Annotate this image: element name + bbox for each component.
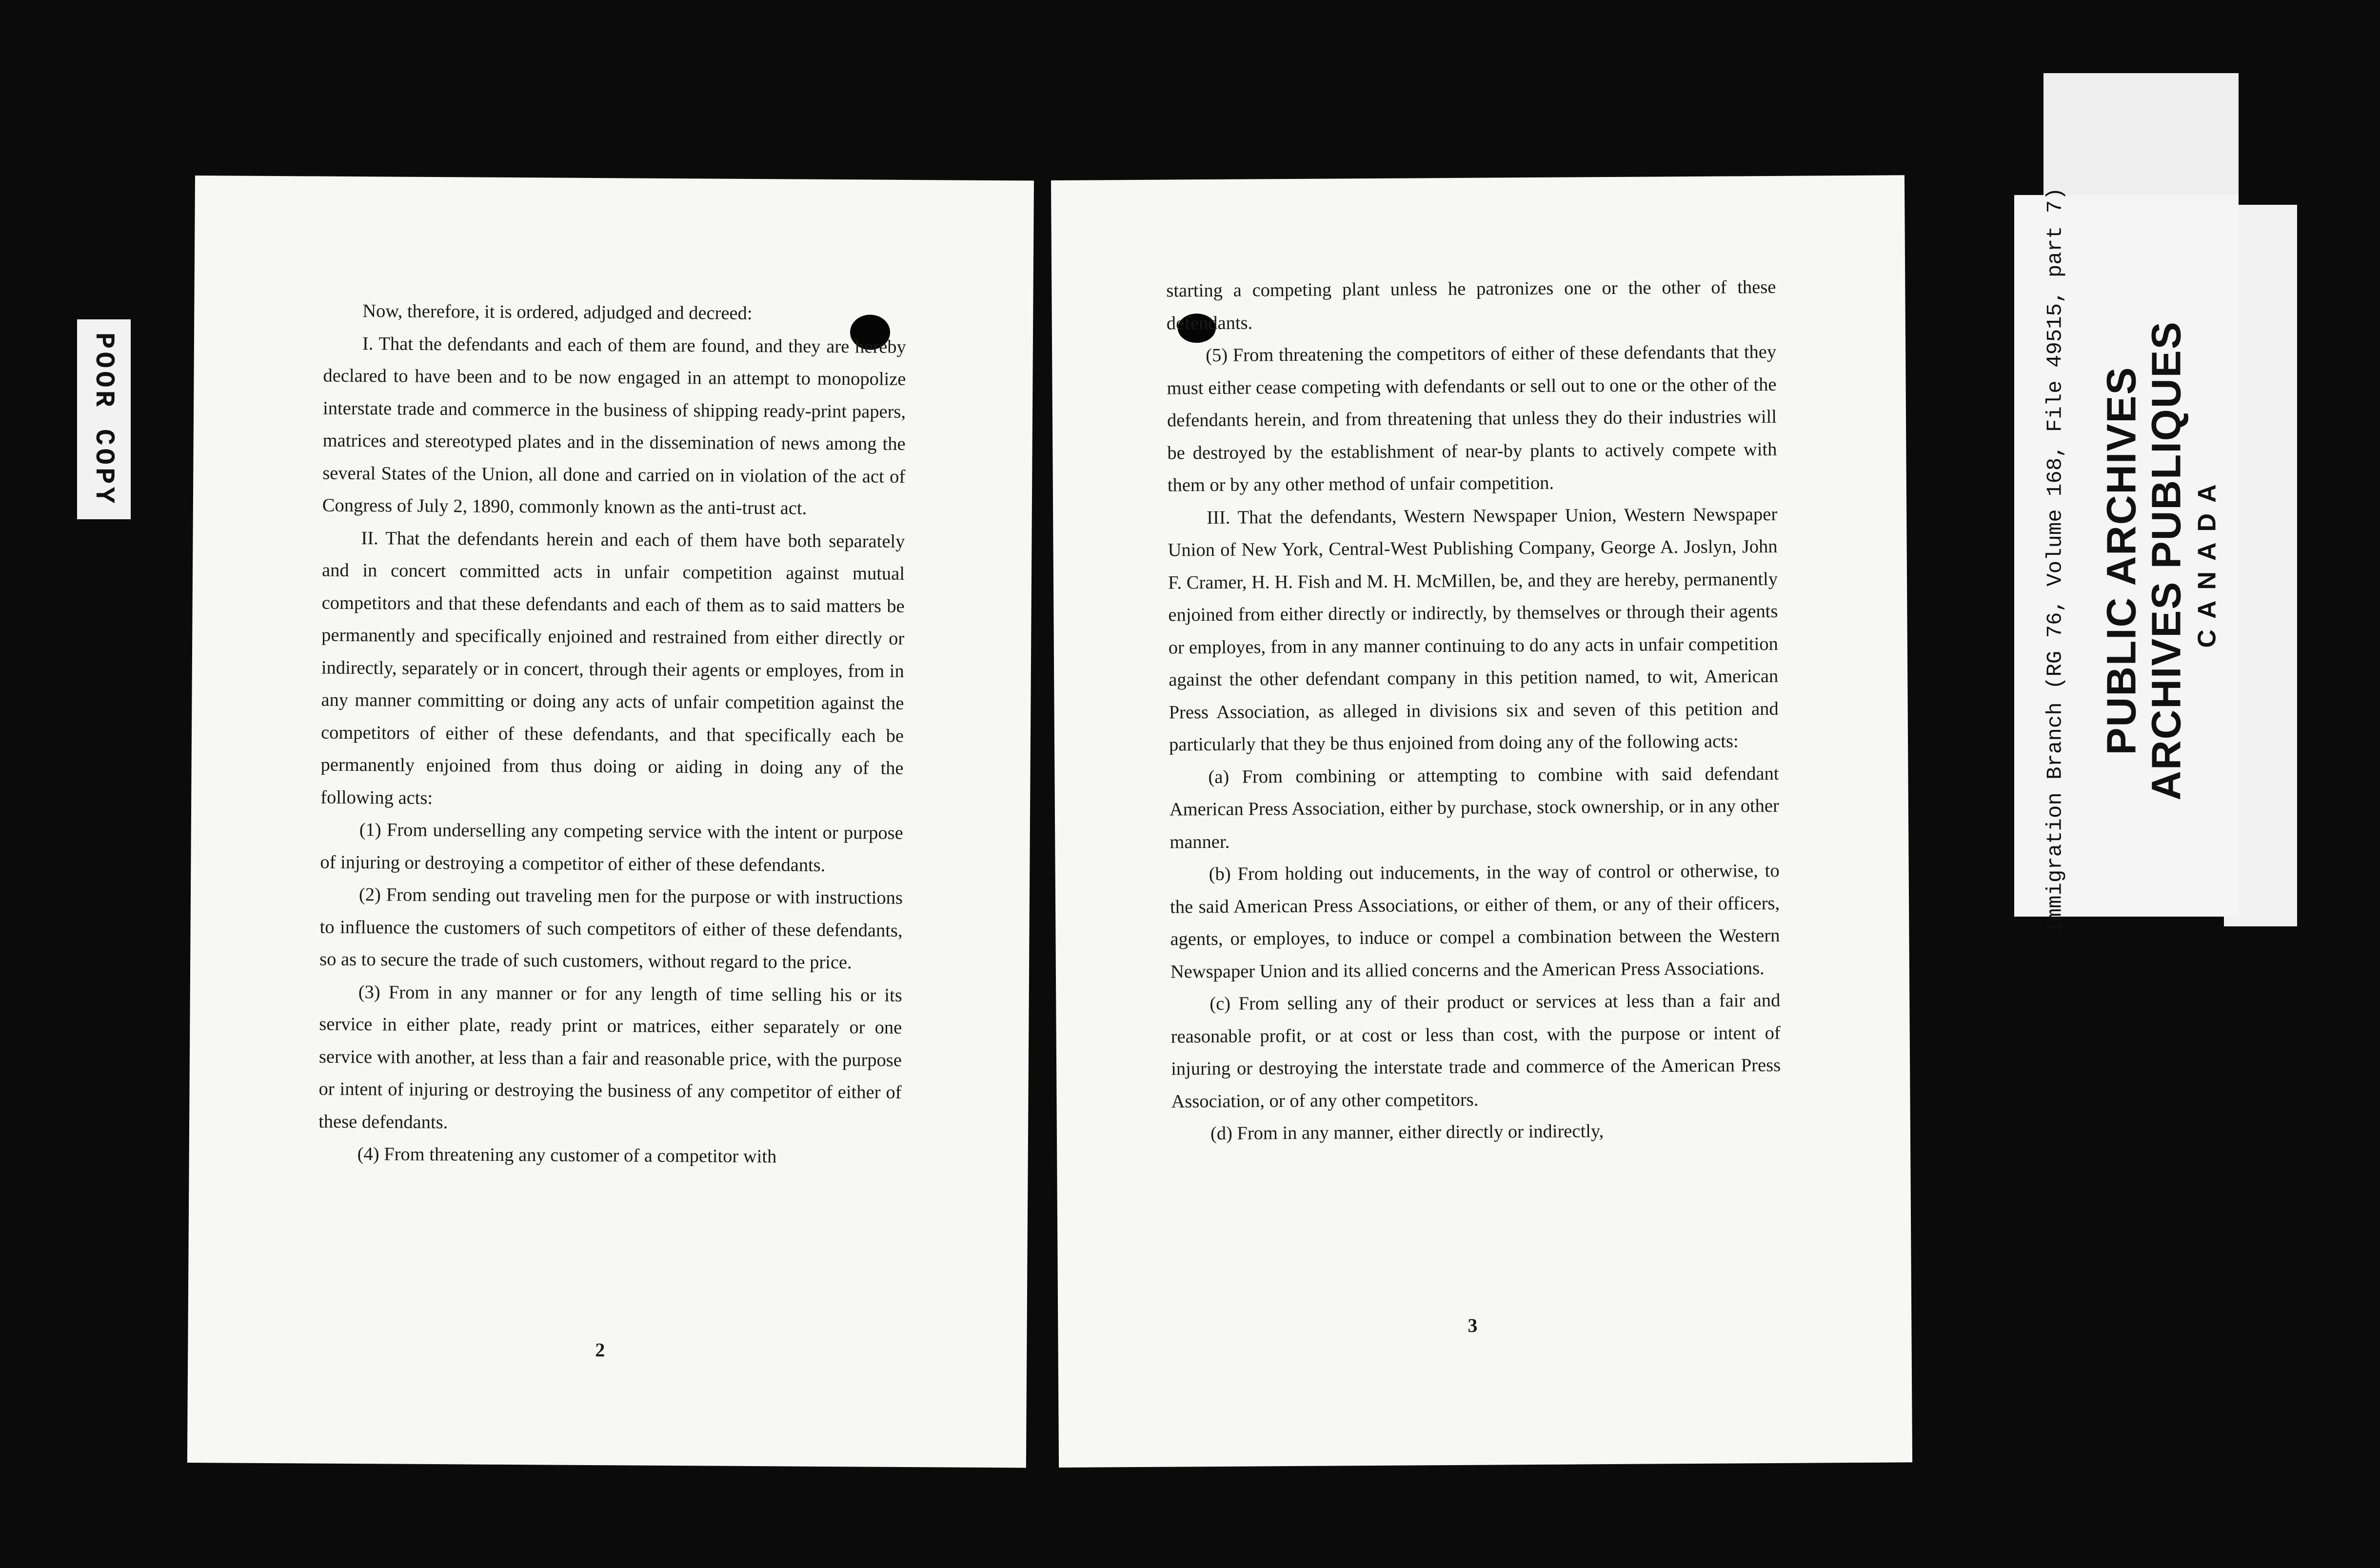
paragraph: (4) From threatening any customer of a competitor with	[357, 1144, 777, 1167]
paragraph: (2) From sending out traveling men for the purpose or with instructions to influence the customers of such competitors of either of these defendants, so as to secure the trade of such customers, without regard to the price.	[319, 884, 903, 973]
page-number: 2	[595, 1339, 605, 1361]
paragraph: I. That the defendants and each of them are found, and they are hereby declared to have been and to be now engaged in an attempt to monopolize interstate trade and commerce in the business of shipping ready-print papers, matrices and stereotyped plates and in the dissemination of news among the several States of the Union, all done and carried on in violation of the act of Congress of July 2, 1890, commonly known as the anti-trust act.	[322, 333, 907, 519]
paragraph: (c) From selling any of their product or services at less than a fair and reasonable profit, or at cost or less than cost, with the purpose or intent of injuring or destroying the interstate trade and commerce of the American Press Association, or of any other competitors.	[1170, 990, 1781, 1112]
file-reference-text: Immigration Branch (RG 76, Volume 168, File 49515, part 7)	[2043, 187, 2068, 934]
paragraph: starting a competing plant unless he patronizes one or the other of these defendants.	[1166, 276, 1776, 334]
stamp-country: CANADA	[2193, 473, 2221, 648]
paragraph: (a) From combining or attempting to combine with said defendant American Press Association, either by purchase, stock ownership, or in any other manner.	[1169, 763, 1779, 853]
right-page	[1051, 175, 1912, 1468]
archive-stamp	[2087, 205, 2234, 917]
poor-copy-text: POOR COPY	[88, 332, 120, 507]
file-reference	[2014, 187, 2097, 934]
poor-copy-label	[77, 319, 131, 519]
paragraph: (d) From in any manner, either directly or indirectly,	[1210, 1121, 1604, 1144]
stamp-line-french: ARCHIVES PUBLIQUES	[2143, 321, 2189, 801]
paragraph: (5) From threatening the competitors of either of these defendants that they must either cease competing with defendants or sell out to one or the other of the defendants herein, and from threatening that unless they do their industries will be destroyed by the establishment of near-by plants to actively compete with them or by any other method of unfair competition.	[1167, 341, 1777, 496]
right-page-text	[1166, 271, 1781, 1150]
stamp-line-english: PUBLIC ARCHIVES	[2099, 366, 2144, 755]
paragraph: II. That the defendants herein and each of them have both separately and in concert committed acts in unfair competition against mutual competitors and that these defendants and each of them as to said matters be permanently and specifically enjoined and restrained from either directly or indirectly, separately or in concert, through their agents or employes, from in any manner committing or doing any acts of unfair competition against the competitors of either of these defendants, and that specifically each be permanently enjoined from thus doing or aiding in doing any of the following acts:	[320, 528, 905, 808]
paragraph: (1) From underselling any competing service with the intent or purpose of injuring or destroying a competitor of either of these defendants.	[320, 820, 903, 876]
paragraph: (3) From in any manner or for any length of time selling his or its service in either plate, ready print or matrices, either separately or one service with another, at less than a fair and reasonable price, with the purpose or intent of injuring or destroying the business of any competitor of either of these defendants.	[318, 981, 902, 1133]
left-page	[187, 176, 1034, 1468]
paragraph: (b) From holding out inducements, in the way of control or otherwise, to the said American Press Associations, or either of them, or any of their officers, agents, or employes, to induce or compel a combination between the Western Newspaper Union and its allied concerns and the American Press Associations.	[1170, 860, 1780, 982]
paragraph: Now, therefore, it is ordered, adjudged and decreed:	[362, 301, 753, 324]
archive-stamp-text	[2099, 321, 2222, 800]
page-number: 3	[1468, 1314, 1478, 1336]
left-page-text	[318, 295, 907, 1174]
paragraph: III. That the defendants, Western Newspaper Union, Western Newspaper Union of New York, Central-West Publishing Company, George A. Joslyn, John F. Cramer, H. H. Fish and M. H. McMillen, be, and they are hereby, permanently enjoined from either directly or indirectly, by themselves or through their agents or employes, from in any manner continuing to do any acts in unfair competition against the other defendant company in this petition named, to wit, American Press Association, as alleged in divisions six and seven of this petition and particularly that they be thus enjoined from doing any of the following acts:	[1168, 504, 1779, 755]
